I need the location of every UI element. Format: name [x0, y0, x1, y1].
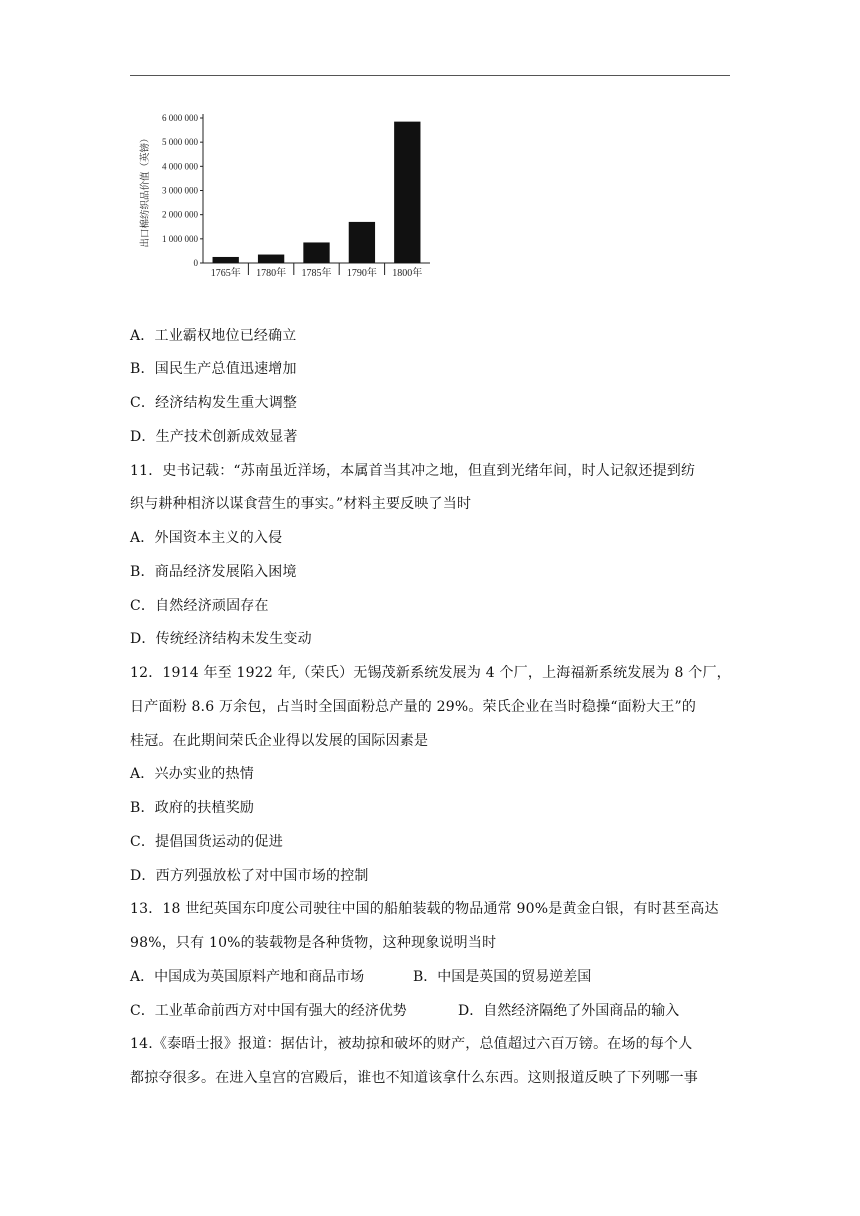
bar — [303, 242, 329, 263]
y-tick-label: 4 000 000 — [162, 161, 198, 172]
y-tick-label: 3 000 000 — [162, 185, 198, 196]
x-tick-label: 1765年 — [210, 268, 241, 279]
bar — [258, 255, 284, 263]
x-tick-label: 1780年 — [256, 268, 287, 279]
q10-option-b: B．国民生产总值迅速增加 — [130, 361, 297, 377]
q12-stem-line-1: 12．1914 年至 1922 年,（荣氏）无锡茂新系统发展为 4 个厂，上海福新系统发展为 8 个厂， — [130, 665, 731, 681]
y-tick-label: 2 000 000 — [162, 209, 198, 220]
q13-option-c: C．工业革命前西方对中国有强大的经济优势 — [130, 1003, 407, 1019]
q13-option-d: D．自然经济隔绝了外国商品的输入 — [458, 1003, 680, 1019]
q13-stem-line-2: 98%，只有 10%的装载物是各种货物，这种现象说明当时 — [130, 935, 497, 951]
bar — [213, 257, 239, 263]
bar — [349, 222, 375, 263]
q11-option-d: D．传统经济结构未发生变动 — [130, 631, 312, 647]
q10-option-a: A．工业霸权地位已经确立 — [130, 328, 297, 344]
q10-option-c: C．经济结构发生重大调整 — [130, 395, 298, 411]
q12-option-a: A．兴办实业的热情 — [130, 766, 254, 782]
bar — [394, 122, 420, 263]
header-rule — [130, 75, 730, 76]
q11-stem-line-1: 11．史书记载：“苏南虽近洋场，本属首当其冲之地，但直到光绪年间，时人记叙还提到纺 — [130, 463, 696, 479]
q14-stem-line-1: 14.《泰晤士报》报道：据估计，被劫掠和破坏的财产，总值超过六百万镑。在场的每个人 — [130, 1036, 693, 1052]
x-tick-label: 1785年 — [301, 268, 332, 279]
y-tick-label: 5 000 000 — [162, 137, 198, 148]
q13-option-a: A．中国成为英国原料产地和商品市场 — [130, 969, 365, 985]
y-tick-label: 6 000 000 — [162, 113, 198, 123]
q12-option-d: D．西方列强放松了对中国市场的控制 — [130, 868, 369, 884]
x-tick-label: 1790年 — [346, 268, 377, 279]
bar-chart — [138, 108, 438, 288]
q12-stem-line-3: 桂冠。在此期间荣氏企业得以发展的国际因素是 — [130, 733, 429, 749]
x-tick-label: 1800年 — [392, 268, 423, 279]
y-axis-label: 出口棉纺织品价值（英镑） — [140, 133, 151, 248]
q11-option-a: A．外国资本主义的入侵 — [130, 530, 283, 546]
q11-stem-line-2: 织与耕种相济以谋食营生的事实。”材料主要反映了当时 — [130, 496, 472, 512]
y-tick-label: 0 — [193, 258, 198, 268]
q12-option-b: B．政府的扶植奖励 — [130, 800, 255, 816]
q13-stem-line-1: 13．18 世纪英国东印度公司驶往中国的船舶装载的物品通常 90%是黄金白银，有时甚至高达 — [130, 901, 719, 917]
q10-option-d: D．生产技术创新成效显著 — [130, 429, 298, 445]
q14-stem-line-2: 都掠夺很多。在进入皇宫的宫殿后，谁也不知道该拿什么东西。这则报道反映了下列哪一事 — [130, 1070, 698, 1086]
q11-option-c: C．自然经济顽固存在 — [130, 598, 269, 614]
q13-option-b: B．中国是英国的贸易逆差国 — [413, 969, 592, 985]
chart-svg — [138, 108, 438, 288]
q12-stem-line-2: 日产面粉 8.6 万余包，占当时全国面粉总产量的 29%。荣氏企业在当时稳操“面粉大王”的 — [130, 699, 697, 715]
q11-option-b: B．商品经济发展陷入困境 — [130, 564, 297, 580]
y-tick-label: 1 000 000 — [162, 233, 198, 244]
q12-option-c: C．提倡国货运动的促进 — [130, 834, 283, 850]
